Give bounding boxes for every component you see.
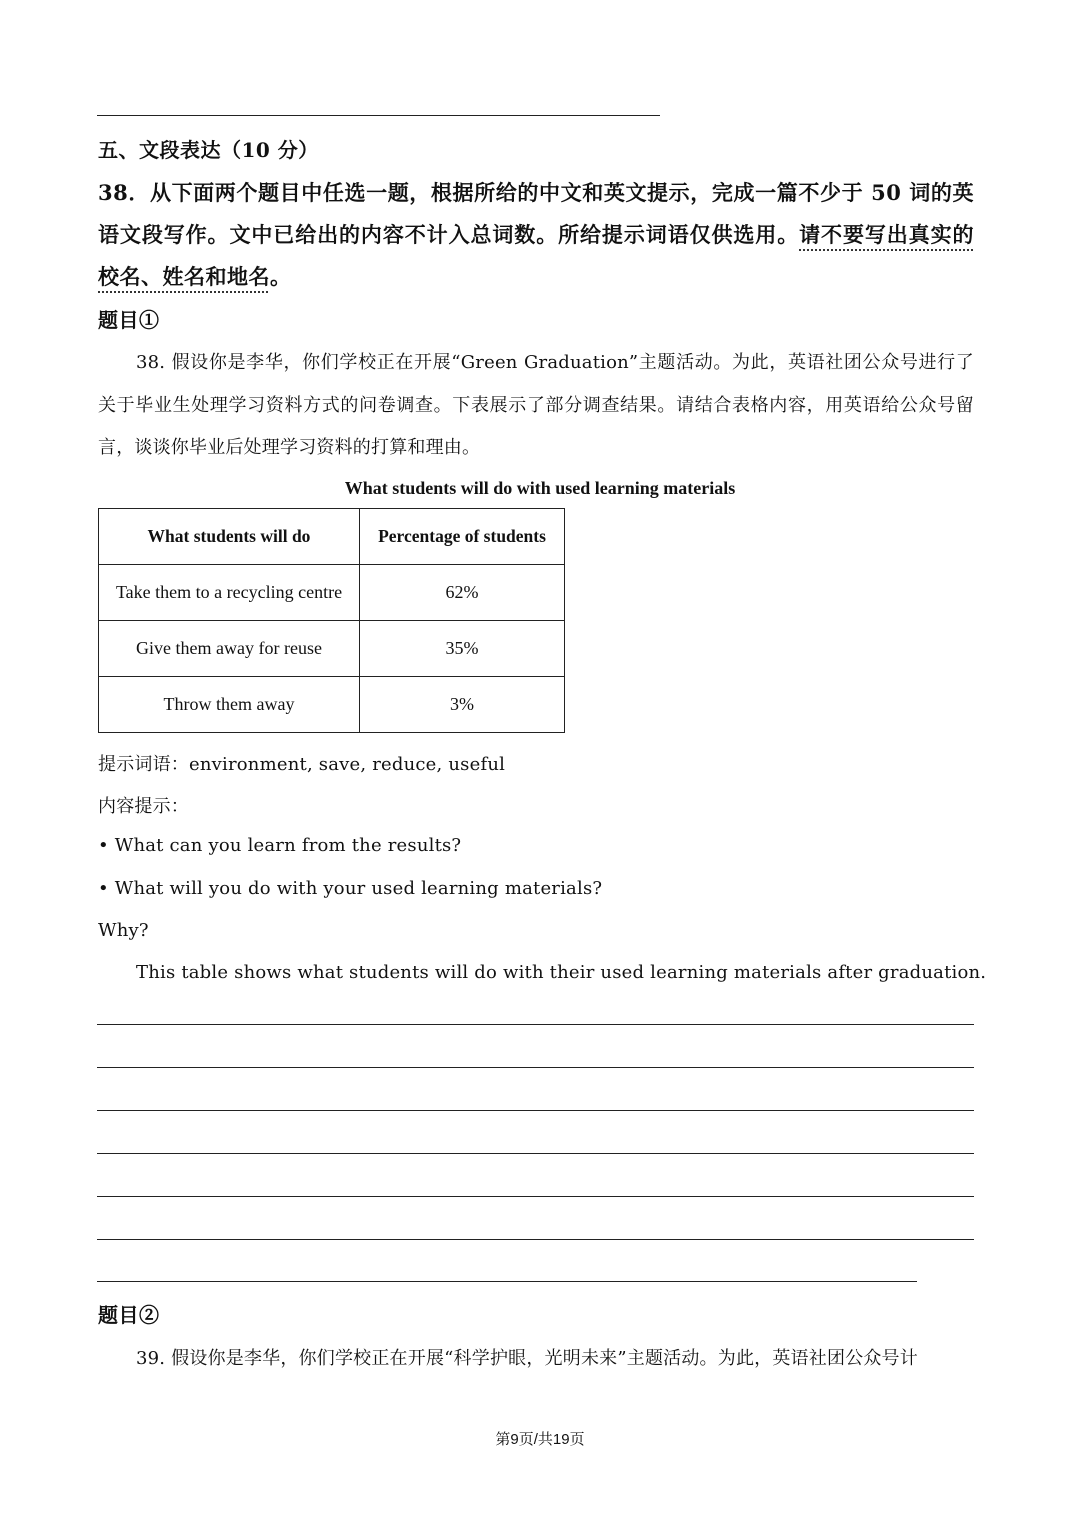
table-cell-percentage: 35% bbox=[360, 621, 565, 677]
table-cell-percentage: 62% bbox=[360, 565, 565, 621]
table-row bbox=[99, 677, 565, 733]
writing-line[interactable] bbox=[97, 1239, 974, 1240]
table-caption: What students will do with used learning materials bbox=[344, 478, 736, 498]
writing-line[interactable] bbox=[97, 1281, 917, 1282]
table-cell-action: Throw them away bbox=[99, 677, 360, 733]
writing-line[interactable] bbox=[97, 1110, 974, 1111]
writing-line[interactable] bbox=[97, 1067, 974, 1068]
writing-line[interactable] bbox=[97, 1153, 974, 1154]
writing-line[interactable] bbox=[97, 1196, 974, 1197]
writing-line[interactable] bbox=[97, 1024, 974, 1025]
instruction-main: 38．从下面两个题目中任选一题，根据所给的中文和英文提示，完成一篇不少于 50 词的英语文段写作。文中已给出的内容不计入总词数。所给提示词语仅供选用。 bbox=[98, 180, 974, 247]
starter-sentence: This table shows what students will do with their used learning materials after graduation. bbox=[136, 962, 987, 983]
section-title: 五、文段表达（10 分） bbox=[98, 138, 319, 162]
table-cell-percentage: 3% bbox=[360, 677, 565, 733]
table-header-cell: Percentage of students bbox=[360, 509, 565, 565]
hint-bullet: • What will you do with your used learning materials? bbox=[98, 878, 603, 899]
section-instruction bbox=[98, 172, 974, 298]
table-cell-action: Give them away for reuse bbox=[99, 621, 360, 677]
hint-words: 提示词语：environment, save, reduce, useful bbox=[98, 754, 506, 775]
table-header-row bbox=[99, 509, 565, 565]
answer-line-top bbox=[97, 115, 660, 116]
topic1-heading: 题目① bbox=[98, 308, 160, 332]
hint-why: Why? bbox=[98, 920, 149, 941]
table-row bbox=[99, 621, 565, 677]
instruction-end: 。 bbox=[270, 264, 292, 289]
survey-table bbox=[98, 508, 565, 733]
table-header-cell: What students will do bbox=[99, 509, 360, 565]
content-hint-label: 内容提示： bbox=[98, 796, 189, 817]
table-row bbox=[99, 565, 565, 621]
topic2-prompt: 39. 假设你是李华，你们学校正在开展“科学护眼，光明未来”主题活动。为此，英语社团公众号计 bbox=[136, 1348, 918, 1369]
topic2-heading: 题目② bbox=[98, 1303, 160, 1327]
topic1-prompt: 38. 假设你是李华，你们学校正在开展“Green Graduation”主题活动。为此，英语社团公众号进行了关于毕业生处理学习资料方式的问卷调查。下表展示了部分调查结果。请结合表格内容，用英语给公众号留言，谈谈你毕业后处理学习资料的打算和理由。 bbox=[98, 352, 974, 458]
page-number: 第9页/共19页 bbox=[495, 1431, 585, 1448]
instruction-emphasis: 请不要写出真实的校名、姓名和地名 bbox=[98, 222, 974, 289]
table-cell-action: Take them to a recycling centre bbox=[99, 565, 360, 621]
hint-bullet: • What can you learn from the results? bbox=[98, 835, 462, 856]
